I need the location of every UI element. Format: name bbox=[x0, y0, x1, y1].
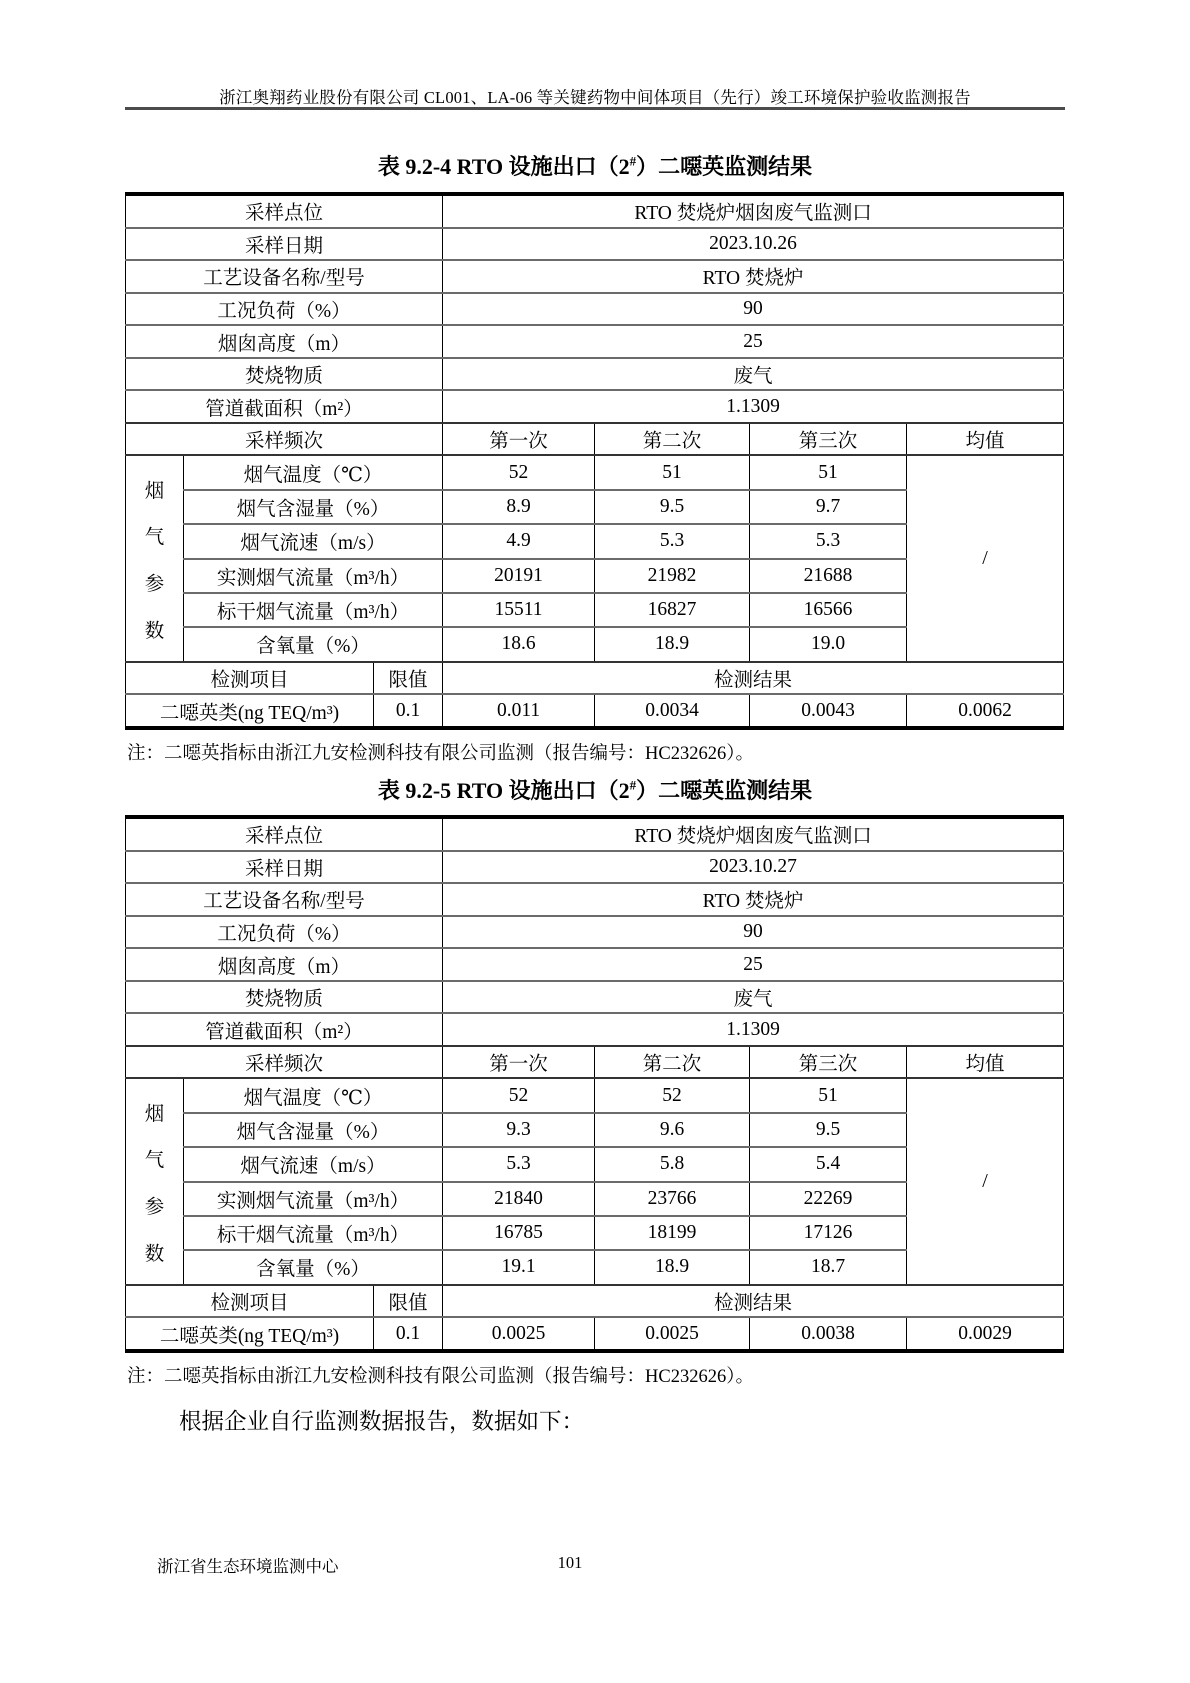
param-value: 18.9 bbox=[595, 627, 750, 661]
footer-page-number: 101 bbox=[557, 1553, 583, 1572]
dioxin-label: 二噁英类(ng TEQ/m³) bbox=[126, 1317, 374, 1351]
dioxin-result-row bbox=[126, 1317, 1064, 1351]
row-label-stack-height: 烟囱高度（m） bbox=[126, 325, 443, 358]
detect-item-label: 检测项目 bbox=[126, 662, 374, 695]
col-header-third: 第三次 bbox=[750, 423, 907, 456]
table-row bbox=[126, 293, 1064, 326]
row-label-duct-area: 管道截面积（m²） bbox=[126, 1013, 443, 1046]
row-value-sampling-date: 2023.10.26 bbox=[443, 228, 1064, 261]
row-value-stack-height: 25 bbox=[443, 325, 1064, 358]
table-row bbox=[126, 948, 1064, 981]
table-row bbox=[126, 916, 1064, 949]
dioxin-limit: 0.1 bbox=[374, 694, 443, 728]
row-label-stack-height: 烟囱高度（m） bbox=[126, 948, 443, 981]
row-label-sampling-date: 采样日期 bbox=[126, 851, 443, 884]
detect-limit-label: 限值 bbox=[374, 1285, 443, 1318]
table-row bbox=[126, 358, 1064, 391]
col-header-third: 第三次 bbox=[750, 1046, 907, 1079]
param-value: 51 bbox=[595, 455, 750, 489]
table-row bbox=[126, 325, 1064, 358]
table-1-title-sup: # bbox=[629, 153, 637, 169]
table-1-note: 注：二噁英指标由浙江九安检测科技有限公司监测（报告编号：HC232626）。 bbox=[127, 744, 754, 764]
col-header-second: 第二次 bbox=[595, 423, 750, 456]
param-value: 18.9 bbox=[595, 1250, 750, 1284]
footer-organization: 浙江省生态环境监测中心 bbox=[157, 1557, 339, 1576]
row-value-duct-area: 1.1309 bbox=[443, 1013, 1064, 1046]
dioxin-mean: 0.0029 bbox=[907, 1317, 1064, 1351]
param-value: 51 bbox=[750, 1078, 907, 1112]
table-row bbox=[126, 228, 1064, 261]
param-row-temperature bbox=[126, 455, 1064, 489]
group-char: 参 bbox=[144, 1196, 165, 1218]
table-2-note: 注：二噁英指标由浙江九安检测科技有限公司监测（报告编号：HC232626）。 bbox=[127, 1367, 754, 1387]
dioxin-mean: 0.0062 bbox=[907, 694, 1064, 728]
param-value: 21982 bbox=[595, 559, 750, 593]
param-value: 9.5 bbox=[595, 490, 750, 524]
dioxin-limit: 0.1 bbox=[374, 1317, 443, 1351]
group-char: 数 bbox=[144, 1243, 165, 1265]
param-label: 实测烟气流量（m³/h） bbox=[184, 559, 443, 593]
param-label: 烟气温度（℃） bbox=[184, 1078, 443, 1112]
table-2-title-sup: # bbox=[629, 777, 637, 793]
param-label: 烟气流速（m/s） bbox=[184, 1147, 443, 1181]
param-value: 5.3 bbox=[443, 1147, 595, 1181]
row-label-duct-area: 管道截面积（m²） bbox=[126, 390, 443, 423]
row-label-sampling-date: 采样日期 bbox=[126, 228, 443, 261]
group-char: 数 bbox=[144, 620, 165, 642]
row-value-duct-area: 1.1309 bbox=[443, 390, 1064, 423]
param-value: 52 bbox=[595, 1078, 750, 1112]
detect-header-row bbox=[126, 662, 1064, 695]
param-value: 17126 bbox=[750, 1216, 907, 1250]
row-value-equipment: RTO 焚烧炉 bbox=[443, 883, 1064, 916]
detect-result-label: 检测结果 bbox=[443, 1285, 1064, 1318]
row-label-equipment: 工艺设备名称/型号 bbox=[126, 260, 443, 293]
param-value: 15511 bbox=[443, 593, 595, 627]
param-value: 21688 bbox=[750, 559, 907, 593]
row-label-load: 工况负荷（%） bbox=[126, 916, 443, 949]
row-label-burned-material: 焚烧物质 bbox=[126, 358, 443, 391]
dioxin-value: 0.0025 bbox=[595, 1317, 750, 1351]
param-label: 烟气含湿量（%） bbox=[184, 490, 443, 524]
row-value-load: 90 bbox=[443, 916, 1064, 949]
flue-gas-group-label bbox=[126, 455, 184, 661]
param-row-temperature bbox=[126, 1078, 1064, 1112]
param-value: 9.7 bbox=[750, 490, 907, 524]
row-label-sampling-point: 采样点位 bbox=[126, 817, 443, 851]
table-1-title bbox=[125, 150, 1065, 181]
param-value: 16566 bbox=[750, 593, 907, 627]
row-label-load: 工况负荷（%） bbox=[126, 293, 443, 326]
group-char: 气 bbox=[144, 1150, 165, 1172]
param-label: 实测烟气流量（m³/h） bbox=[184, 1182, 443, 1216]
row-value-sampling-date: 2023.10.27 bbox=[443, 851, 1064, 884]
param-value: 5.4 bbox=[750, 1147, 907, 1181]
group-char: 烟 bbox=[144, 1103, 165, 1125]
dioxin-value: 0.0043 bbox=[750, 694, 907, 728]
param-value: 5.3 bbox=[750, 524, 907, 558]
col-header-mean: 均值 bbox=[907, 1046, 1064, 1079]
detect-limit-label: 限值 bbox=[374, 662, 443, 695]
detect-header-row bbox=[126, 1285, 1064, 1318]
table-2-title-post: ）二噁英监测结果 bbox=[636, 778, 813, 803]
param-value: 20191 bbox=[443, 559, 595, 593]
row-value-equipment: RTO 焚烧炉 bbox=[443, 260, 1064, 293]
param-value: 52 bbox=[443, 1078, 595, 1112]
dioxin-value: 0.0038 bbox=[750, 1317, 907, 1351]
table-1-title-pre: 表 9.2-4 RTO 设施出口（2 bbox=[377, 154, 630, 179]
table-row bbox=[126, 390, 1064, 423]
param-value: 19.1 bbox=[443, 1250, 595, 1284]
frequency-header-row bbox=[126, 423, 1064, 456]
col-header-second: 第二次 bbox=[595, 1046, 750, 1079]
group-char: 参 bbox=[144, 573, 165, 595]
row-label-equipment: 工艺设备名称/型号 bbox=[126, 883, 443, 916]
table-1-title-post: ）二噁英监测结果 bbox=[636, 154, 813, 179]
frequency-header-row bbox=[126, 1046, 1064, 1079]
mean-placeholder: / bbox=[907, 455, 1064, 661]
param-value: 8.9 bbox=[443, 490, 595, 524]
param-value: 18.6 bbox=[443, 627, 595, 661]
row-label-sampling-point: 采样点位 bbox=[126, 194, 443, 228]
param-value: 5.8 bbox=[595, 1147, 750, 1181]
param-label: 含氧量（%） bbox=[184, 1250, 443, 1284]
dioxin-value: 0.0034 bbox=[595, 694, 750, 728]
param-value: 9.5 bbox=[750, 1113, 907, 1147]
group-char: 烟 bbox=[144, 480, 165, 502]
param-value: 16827 bbox=[595, 593, 750, 627]
table-row bbox=[126, 260, 1064, 293]
body-paragraph: 根据企业自行监测数据报告，数据如下： bbox=[179, 1409, 585, 1434]
dioxin-result-row bbox=[126, 694, 1064, 728]
table-2-title bbox=[125, 774, 1065, 805]
param-value: 16785 bbox=[443, 1216, 595, 1250]
dioxin-label: 二噁英类(ng TEQ/m³) bbox=[126, 694, 374, 728]
row-label-burned-material: 焚烧物质 bbox=[126, 981, 443, 1014]
row-value-sampling-point: RTO 焚烧炉烟囱废气监测口 bbox=[443, 194, 1064, 228]
frequency-label: 采样频次 bbox=[126, 1046, 443, 1079]
table-row bbox=[126, 883, 1064, 916]
param-label: 标干烟气流量（m³/h） bbox=[184, 1216, 443, 1250]
param-value: 19.0 bbox=[750, 627, 907, 661]
detect-item-label: 检测项目 bbox=[126, 1285, 374, 1318]
param-value: 9.6 bbox=[595, 1113, 750, 1147]
col-header-first: 第一次 bbox=[443, 423, 595, 456]
table-row bbox=[126, 194, 1064, 228]
dioxin-value: 0.0025 bbox=[443, 1317, 595, 1351]
dioxin-value: 0.011 bbox=[443, 694, 595, 728]
flue-gas-group-label bbox=[126, 1078, 184, 1284]
monitoring-table-2 bbox=[125, 815, 1064, 1353]
table-row bbox=[126, 981, 1064, 1014]
document-header: 浙江奥翔药业股份有限公司 CL001、LA-06 等关键药物中间体项目（先行）竣工环境保护验收监测报告 bbox=[219, 88, 971, 107]
param-value: 22269 bbox=[750, 1182, 907, 1216]
param-value: 18.7 bbox=[750, 1250, 907, 1284]
row-value-stack-height: 25 bbox=[443, 948, 1064, 981]
param-label: 含氧量（%） bbox=[184, 627, 443, 661]
param-value: 5.3 bbox=[595, 524, 750, 558]
header-divider bbox=[125, 107, 1065, 110]
param-value: 4.9 bbox=[443, 524, 595, 558]
param-label: 烟气含湿量（%） bbox=[184, 1113, 443, 1147]
param-value: 21840 bbox=[443, 1182, 595, 1216]
param-value: 9.3 bbox=[443, 1113, 595, 1147]
row-value-sampling-point: RTO 焚烧炉烟囱废气监测口 bbox=[443, 817, 1064, 851]
table-row bbox=[126, 1013, 1064, 1046]
table-2-title-pre: 表 9.2-5 RTO 设施出口（2 bbox=[377, 778, 630, 803]
param-value: 18199 bbox=[595, 1216, 750, 1250]
row-value-burned-material: 废气 bbox=[443, 981, 1064, 1014]
col-header-first: 第一次 bbox=[443, 1046, 595, 1079]
row-value-load: 90 bbox=[443, 293, 1064, 326]
monitoring-table-1 bbox=[125, 192, 1064, 730]
mean-placeholder: / bbox=[907, 1078, 1064, 1284]
table-row bbox=[126, 851, 1064, 884]
param-value: 52 bbox=[443, 455, 595, 489]
group-char: 气 bbox=[144, 527, 165, 549]
param-value: 23766 bbox=[595, 1182, 750, 1216]
col-header-mean: 均值 bbox=[907, 423, 1064, 456]
frequency-label: 采样频次 bbox=[126, 423, 443, 456]
param-value: 51 bbox=[750, 455, 907, 489]
param-label: 烟气流速（m/s） bbox=[184, 524, 443, 558]
detect-result-label: 检测结果 bbox=[443, 662, 1064, 695]
param-label: 烟气温度（℃） bbox=[184, 455, 443, 489]
table-row bbox=[126, 817, 1064, 851]
row-value-burned-material: 废气 bbox=[443, 358, 1064, 391]
param-label: 标干烟气流量（m³/h） bbox=[184, 593, 443, 627]
